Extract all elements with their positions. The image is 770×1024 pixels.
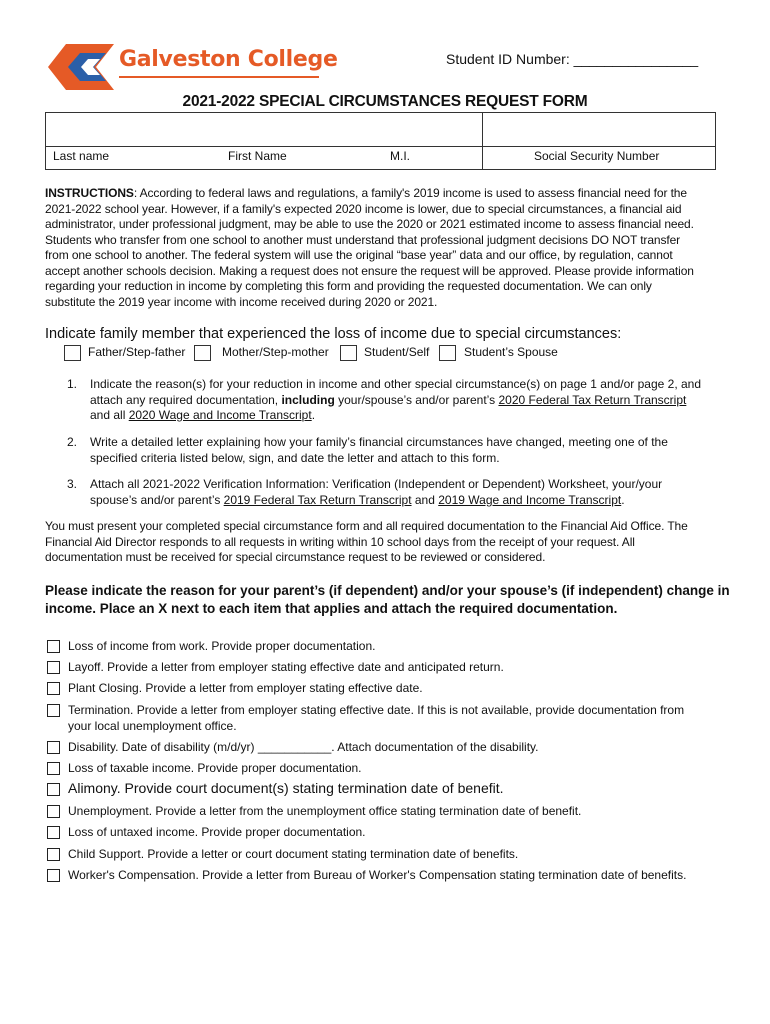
instructions-label: INSTRUCTIONS	[45, 186, 134, 200]
tax-transcript-2019-link[interactable]: 2019 Federal Tax Return Transcript	[223, 492, 412, 507]
reason-checkbox[interactable]	[47, 640, 60, 653]
reason-checkbox[interactable]	[47, 661, 60, 674]
father-checkbox[interactable]	[64, 345, 81, 361]
reason-checkbox[interactable]	[47, 762, 60, 775]
spouse-label: Student’s Spouse	[464, 345, 558, 359]
ssn-label: Social Security Number	[534, 149, 660, 163]
student-self-checkbox[interactable]	[340, 345, 357, 361]
reason-checkbox[interactable]	[47, 848, 60, 861]
spouse-checkbox[interactable]	[439, 345, 456, 361]
name-grid	[45, 112, 716, 170]
instructions: INSTRUCTIONS: According to federal laws and regulations, a family's 2019 income is used to assess financial need for the 2021-2022 school year. However, if a family's expected 2020 income is lower, due to special circumstances, a financial aid administrator, under professional judgment, may be able to use the 2020 or 2021 estimated income to assess financial need. Students who transfer from one school to another must understand that professional judgment decisions DO NOT transfer from one school to another. The federal system will use the original “base year” data and our office, by regulation, cannot accept another schools decision. Making a request does not ensure the request will be approved. Please provide information regarding your reduction in income by completing this form and providing the requested documentation. We can only substitute the 2019 year income with income received during 2020 or 2021.	[45, 186, 694, 309]
reason-checkbox[interactable]	[47, 682, 60, 695]
reason-checkbox[interactable]	[47, 826, 60, 839]
name-input[interactable]	[46, 113, 482, 146]
mother-label: Mother/Step-mother	[222, 345, 329, 359]
tax-transcript-2020-link[interactable]: 2020 Federal Tax Return Transcript	[498, 392, 687, 407]
student-id-field[interactable]: Student ID Number: ________________	[446, 51, 699, 67]
grid-divider	[46, 146, 715, 147]
logo-underline	[119, 76, 319, 78]
ssn-input[interactable]	[483, 113, 715, 146]
family-member-prompt: Indicate family member that experienced the loss of income due to special circumstances:	[45, 326, 622, 342]
reason-checkbox[interactable]	[47, 869, 60, 882]
wage-transcript-2020-link[interactable]: 2020 Wage and Income Transcript	[128, 408, 312, 422]
step-3: 3. Attach all 2021-2022 Verification Information: Verification (Independent or Dependent) Worksheet, your/your spouse’s and/or parent’s 2019 Federal Tax Return Transcript and 2019 Wage and Income Transcript.	[67, 477, 663, 507]
logo-wordmark: Galveston College	[119, 47, 338, 72]
step-1: 1. Indicate the reason(s) for your reduction in income and other special circumstance(s) on page 1 and/or page 2, and attach any required documentation, including your/spouse’s and/or parent’s 2020 Federal Tax Return Transcript and all 2020 Wage and Income Transcript.	[67, 377, 702, 422]
father-label: Father/Step-father	[88, 345, 186, 359]
submission-note: You must present your completed special circumstance form and all required documentation to the Financial Aid Office. The Financial Aid Director responds to all requests in writing within 10 school days from the receipt of your request. All documentation must be received for special circumstance request to be reviewed or considered.	[45, 519, 688, 564]
student-self-label: Student/Self	[364, 345, 430, 359]
reason-checkbox[interactable]	[47, 805, 60, 818]
mother-checkbox[interactable]	[194, 345, 211, 361]
reason-checkbox[interactable]	[47, 783, 60, 796]
wage-transcript-2019-link[interactable]: 2019 Wage and Income Transcript	[438, 492, 622, 507]
mi-label: M.I.	[390, 149, 410, 163]
last-name-label: Last name	[53, 149, 110, 163]
reasons-heading: Please indicate the reason for your parent’s (if dependent) and/or your spouse’s (if independent) change in income. Place an X next to each item that applies and attach the required documentation.	[45, 583, 730, 616]
reason-checkbox[interactable]	[47, 741, 60, 754]
reason-checkbox[interactable]	[47, 704, 60, 717]
page-title: 2021-2022 SPECIAL CIRCUMSTANCES REQUEST FORM	[182, 93, 588, 110]
step-2: 2. Write a detailed letter explaining how your family’s financial circumstances have changed, meeting one of the specified criteria listed below, sign, and date the letter and attach to this form.	[67, 435, 668, 465]
first-name-label: First Name	[228, 149, 287, 163]
